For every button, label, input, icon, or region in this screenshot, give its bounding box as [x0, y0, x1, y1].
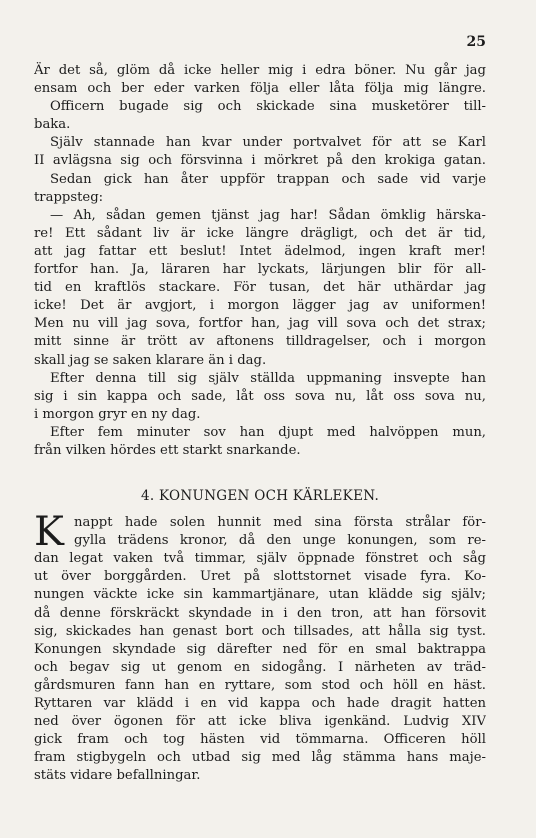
text-line: från vilken hördes ett starkt snarkande.	[34, 442, 301, 458]
text-line: fram stigbygeln och utbad sig med låg stämma hans maje-	[34, 750, 486, 766]
text-line: tid en kraftlös stackare. För tusan, det här uthärdar jag	[34, 280, 486, 296]
text-line: skall jag se saken klarare än i dag.	[34, 352, 267, 368]
text-line: Men nu vill jag sova, fortfor han, jag vill sova och det strax;	[34, 316, 486, 332]
body-text	[34, 62, 486, 785]
text-line: då denne förskräckt skyndade in i den tron, att han försovit	[34, 605, 486, 621]
text-line: ensam och ber eder varken följa eller låta följa mig längre.	[34, 81, 486, 97]
text-line: och begav sig ut genom en sidogång. I närheten av träd-	[34, 659, 486, 675]
text-line: Ryttaren var klädd i en vid kappa och hade dragit hatten	[34, 696, 486, 711]
text-line: ned över ögonen för att icke bliva igenkänd. Ludvig XIV	[34, 714, 486, 730]
text-line: Själv stannade han kvar under portvalvet för att se Karl	[50, 135, 486, 151]
text-line: sig i sin kappa och sade, låt oss sova nu, låt oss sova nu,	[34, 388, 486, 404]
text-line: Officern bugade sig och skickade sina musketörer till-	[50, 99, 486, 115]
page-number: 25	[466, 34, 486, 50]
text-line: Sedan gick han åter uppför trappan och sade vid varje	[50, 171, 486, 187]
text-line: Efter denna till sig själv ställda uppmaning insvepte han	[50, 370, 486, 386]
text-line: nappt hade solen hunnit med sina första strålar för-	[74, 515, 486, 531]
text-line: Efter fem minuter sov han djupt med halvöppen mun,	[50, 424, 486, 440]
text-line: icke! Det är avgjort, i morgon lägger jag av uniformen!	[34, 298, 486, 314]
text-line: sig, skickades han genast bort och tillsades, att hålla sig tyst.	[34, 623, 486, 639]
section-1	[34, 62, 486, 460]
text-line: dan legat vaken två timmar, själv öppnade fönstret och såg	[34, 551, 486, 567]
text-line: — Ah, sådan gemen tjänst jag har! Sådan ömklig härska-	[50, 207, 486, 223]
text-line: mitt sinne är trött av aftonens tilldragelser, och i morgon	[34, 334, 486, 350]
text-line: Konungen skyndade sig därefter ned för en smal baktrappa	[34, 641, 486, 657]
section-2	[34, 509, 486, 785]
text-line: gårdsmuren fann han en ryttare, som stod och höll en häst.	[34, 677, 486, 693]
text-line: fortfor han. Ja, läraren har lyckats, lärjungen blir för all-	[34, 262, 486, 278]
text-line: i morgon gryr en ny dag.	[34, 406, 201, 422]
text-line: trappsteg:	[34, 189, 104, 205]
text-line: baka.	[34, 117, 71, 133]
text-line: II avlägsna sig och försvinna i mörkret på den krokiga gatan.	[34, 153, 486, 169]
text-line: gick fram och tog hästen vid tömmarna. Officeren höll	[34, 732, 486, 748]
chapter-heading: 4. KONUNGEN OCH KÄRLEKEN.	[140, 488, 380, 505]
text-line: gylla trädens kronor, då den unge konungen, som re-	[74, 533, 486, 549]
text-line: att jag fattar ett beslut! Intet ädelmod, ingen kraft mer!	[34, 243, 486, 259]
text-line: nungen väckte icke sin kammartjänare, utan klädde sig själv;	[34, 587, 486, 603]
chapter-body	[34, 509, 486, 785]
text-line: stäts vidare befallningar.	[34, 768, 201, 784]
drop-cap: K	[34, 509, 64, 556]
text-line: re! Ett sådant liv är icke längre drägligt, och det är tid,	[34, 225, 486, 241]
text-line: ut över borggården. Uret på slottstornet visade fyra. Ko-	[34, 569, 486, 585]
text-line: Är det så, glöm då icke heller mig i edra böner. Nu går jag	[34, 63, 486, 78]
